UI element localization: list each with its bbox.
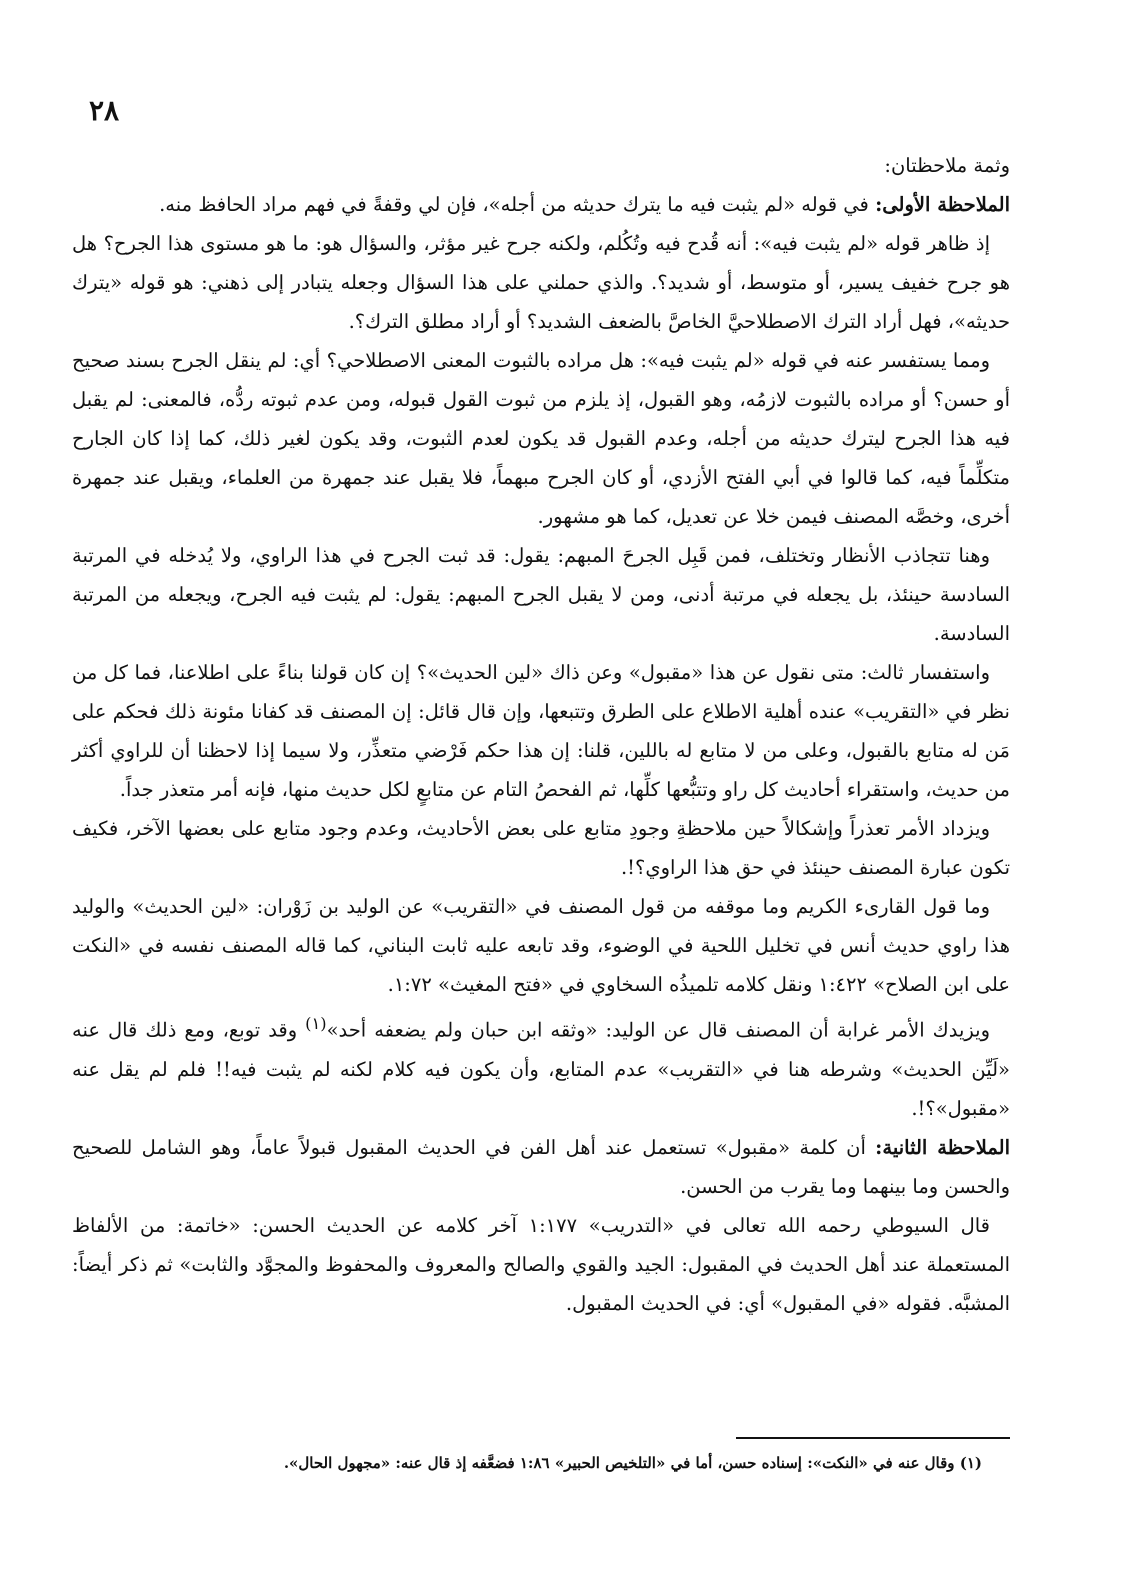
page-number: ٢٨: [89, 94, 120, 127]
footnote-divider: [736, 1437, 1010, 1439]
paragraph-text: وقد توبع، ومع ذلك قال عنه «لَيِّن الحديث» وشرطه هنا في «التقريب» عدم المتابع، وأن يكون فيه كلام لكنه لم يثبت فيه!! فلم لم يقل عنه «مقبول»؟!.: [72, 1018, 1010, 1120]
paragraph-text: ويزيدك الأمر غرابة أن المصنف قال عن الوليد: «وثقه ابن حبان ولم يضعفه أحد»: [326, 1018, 990, 1042]
paragraph: ويزداد الأمر تعذراً وإشكالاً حين ملاحظةِ وجودِ متابع على بعض الأحاديث، وعدم وجود متابع على بعضها الآخر، فكيف تكون عبارة المصنف حينئذ في حق هذا الراوي؟!.: [72, 817, 1010, 879]
paragraph: وما قول القارىء الكريم وما موقفه من قول المصنف في «التقريب» عن الوليد بن زَوْران: «لين الحديث» والوليد هذا راوي حديث أنس في تخليل اللحية في الوضوء، وقد تابعه عليه ثابت البناني، كما قاله المصنف نفسه في «النكت على ابن الصلاح» ١:٤٢٢ ونقل كلامه تلميذُه السخاوي في «فتح المغيث» ١:٧٢.: [72, 895, 1010, 996]
second-note-heading: الملاحظة الثانية:: [875, 1135, 1010, 1159]
paragraph: ومما يستفسر عنه في قوله «لم يثبت فيه»: هل مراده بالثبوت المعنى الاصطلاحي؟ أي: لم ينقل الجرح بسند صحيح أو حسن؟ أو مراده بالثبوت لازمُه، وهو القبول، إذ يلزم من ثبوت القول قبوله، ومن عدم ثبوته ردُّه، فالمعنى: لم يقبل فيه هذا الجرح ليترك حديثه من أجله، وعدم القبول قد يكون لعدم الثبوت، وقد يكون لغير ذلك، كما إذا كان الجارح متكلِّماً فيه، كما قالوا في أبي الفتح الأزدي، أو كان الجرح مبهماً، فلا يقبل عند جمهرة من العلماء، ويقبل عند جمهرة أخرى، وخصَّه المصنف فيمن خلا عن تعديل، كما هو مشهور.: [72, 349, 1010, 528]
intro-line: وثمة ملاحظتان:: [884, 154, 1010, 177]
paragraph: واستفسار ثالث: متى نقول عن هذا «مقبول» وعن ذاك «لين الحديث»؟ إن كان قولنا بناءً على اطلاعنا، فما كل من نظر في «التقريب» عنده أهلية الاطلاع على الطرق وتتبعها، وإن قال قائل: إن المصنف قد كفانا مئونة ذلك فحكم على مَن له متابع بالقبول، وعلى من لا متابع له باللين، قلنا: إن هذا حكم فَرْضي متعذِّر، ولا سيما إذا لاحظنا أن للراوي أكثر من حديث، واستقراء أحاديث كل راو وتتبُّعها كلِّها، ثم الفحصُ التام عن متابعٍ لكل حديث منها، فإنه أمر متعذر جداً.: [72, 661, 1010, 801]
first-note-text: في قوله «لم يثبت فيه ما يترك حديثه من أجله»، فإن لي وقفةً في فهم مراد الحافظ منه.: [159, 193, 876, 216]
second-note-text: أن كلمة «مقبول» تستعمل عند أهل الفن في الحديث المقبول قبولاً عاماً، وهو الشامل للصحيح والحسن وما بينهما وما يقرب من الحسن.: [72, 1135, 1010, 1198]
paragraph: إذ ظاهر قوله «لم يثبت فيه»: أنه قُدح فيه وتُكُلم، ولكنه جرح غير مؤثر، والسؤال هو: ما هو مستوى هذا الجرح؟ هل هو جرح خفيف يسير، أو متوسط، أو شديد؟. والذي حملني على هذا السؤال وجعله يتبادر إلى ذهني: هو قوله «يترك حديثه»، فهل أراد الترك الاصطلاحيَّ الخاصَّ بالضعف الشديد؟ أو أراد مطلق الترك؟.: [72, 232, 1010, 333]
main-text: [72, 146, 1010, 1323]
paragraph: قال السيوطي رحمه الله تعالى في «التدريب» ١:١٧٧ آخر كلامه عن الحديث الحسن: «خاتمة: من الألفاظ المستعملة عند أهل الحديث في المقبول: الجيد والقوي والصالح والمعروف والمحفوظ والمجوَّد والثابت» ثم ذكر أيضاً: المشبَّه. فقوله «في المقبول» أي: في الحديث المقبول.: [72, 1213, 1010, 1315]
paragraph-second-note: [72, 1128, 1010, 1206]
first-note-heading: الملاحظة الأولى:: [875, 193, 1010, 216]
paragraph-first-note: [72, 185, 1010, 224]
footnote: (١) وقال عنه في «النكت»: إسناده حسن، أما في «التلخيص الحبير» ١:٨٦ فضعَّفه إذ قال عنه: «مجهول الحال».: [283, 1454, 982, 1472]
paragraph-footnoted: [72, 1004, 1010, 1128]
paragraph: وهنا تتجاذب الأنظار وتختلف، فمن قَبِل الجرحَ المبهم: يقول: قد ثبت الجرح في هذا الراوي، ولا يُدخله في المرتبة السادسة حينئذ، بل يجعله في مرتبة أدنى، ومن لا يقبل الجرح المبهم: يقول: لم يثبت فيه الجرح، ويجعله من المرتبة السادسة.: [72, 544, 1010, 645]
footnote-marker: (١): [305, 1014, 327, 1033]
